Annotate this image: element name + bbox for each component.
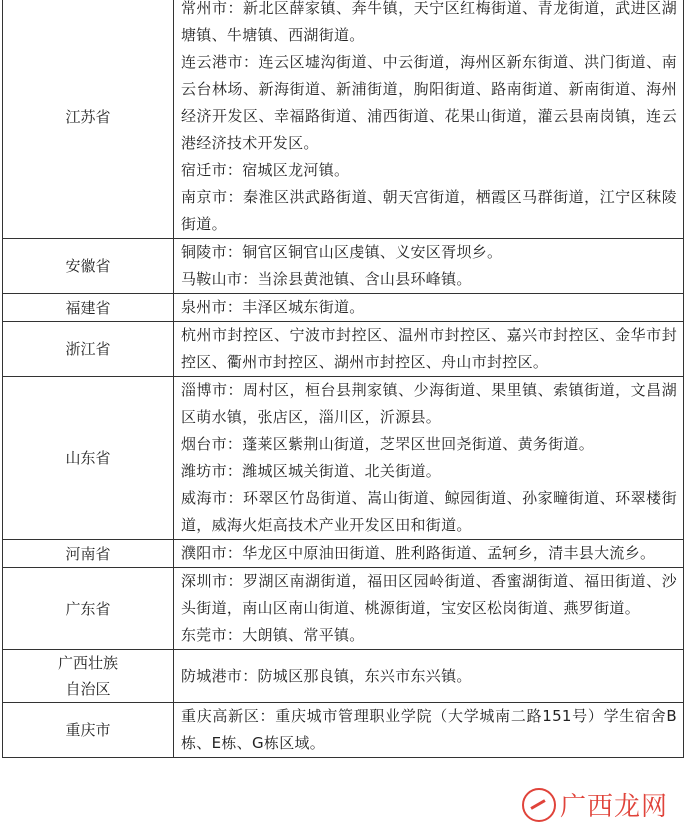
table-body	[3, 0, 684, 758]
table-row	[3, 703, 684, 758]
province-name: 山东省	[65, 449, 111, 467]
province-name: 江苏省	[65, 107, 111, 126]
city-area-entry: 杭州市封控区、宁波市封控区、温州市封控区、嘉兴市封控区、金华市封控区、衢州市封控区、湖州市封控区、舟山市封控区。	[181, 326, 677, 371]
table-row	[3, 377, 684, 540]
city-area-entry: 南京市：秦淮区洪武路街道、朝天宫街道，栖霞区马群街道，江宁区秣陵街道。	[181, 188, 677, 233]
city-area-entry: 铜陵市：铜官区铜官山区虔镇、义安区胥坝乡。	[181, 243, 503, 261]
province-name: 浙江省	[65, 340, 111, 358]
watermark-text: 广西龙网	[559, 792, 668, 822]
area-detail-cell	[174, 650, 684, 703]
province-name: 重庆市	[65, 721, 111, 739]
province-cell	[3, 239, 174, 294]
province-cell	[3, 322, 174, 377]
province-cell	[3, 540, 174, 568]
city-area-entry: 潍坊市：潍城区城关街道、北关街道。	[181, 462, 442, 480]
province-name: 广东省	[65, 599, 111, 618]
city-area-entry: 威海市：环翠区竹岛街道、嵩山街道、鲸园街道、孙家疃街道、环翠楼街道，威海火炬高技术产业开发区田和街道。	[181, 489, 677, 534]
province-name: 自治区	[65, 680, 111, 698]
table-row	[3, 568, 684, 650]
area-detail-cell	[174, 377, 684, 540]
city-area-entry: 濮阳市：华龙区中原油田街道、胜利路街道、孟轲乡，清丰县大流乡。	[181, 544, 656, 562]
table-row	[3, 322, 684, 377]
city-area-entry: 连云港市：连云区墟沟街道、中云街道，海州区新东街道、洪门街道、南云台林场、新海街道、新浦街道，朐阳街道、路南街道、新南街道、海州经济开发区、幸福路街道、浦西街道、花果山街道，灌云县南岗镇，连云港经济技术开发区。	[181, 53, 677, 152]
city-area-entry: 东莞市：大朗镇、常平镇。	[181, 626, 365, 644]
area-detail-cell	[174, 540, 684, 568]
province-name: 安徽省	[65, 257, 111, 275]
area-detail-cell	[174, 294, 684, 322]
table-row	[3, 239, 684, 294]
region-table	[2, 0, 684, 758]
province-cell	[3, 568, 174, 650]
province-name: 河南省	[65, 544, 111, 563]
province-name: 广西壮族	[57, 654, 118, 672]
province-cell	[3, 703, 174, 758]
city-area-entry: 常州市：新北区薛家镇、奔牛镇，天宁区红梅街道、青龙街道，武进区湖塘镇、牛塘镇、西湖街道。	[181, 0, 677, 44]
logo-mark-icon	[522, 788, 556, 822]
city-area-entry: 淄博市：周村区，桓台县荆家镇、少海街道、果里镇、索镇街道，文昌湖区萌水镇，张店区，淄川区，沂源县。	[181, 381, 677, 426]
province-name: 福建省	[65, 298, 111, 317]
table-row	[3, 540, 684, 568]
table-row	[3, 650, 684, 703]
province-cell	[3, 377, 174, 540]
area-detail-cell	[174, 0, 684, 239]
province-cell	[3, 650, 174, 703]
area-detail-cell	[174, 703, 684, 758]
city-area-entry: 防城港市：防城区那良镇，东兴市东兴镇。	[181, 666, 472, 685]
city-area-entry: 泉州市：丰泽区城东街道。	[181, 298, 365, 316]
table-row	[3, 294, 684, 322]
city-area-entry: 重庆高新区：重庆城市管理职业学院（大学城南二路151号）学生宿舍B栋、E栋、G栋区域。	[181, 707, 677, 752]
city-area-entry: 宿迁市：宿城区龙河镇。	[181, 161, 350, 179]
province-cell	[3, 294, 174, 322]
city-area-entry: 深圳市：罗湖区南湖街道，福田区园岭街道、香蜜湖街道、福田街道、沙头街道，南山区南山街道、桃源街道，宝安区松岗街道、燕罗街道。	[181, 572, 677, 617]
city-area-entry: 马鞍山市：当涂县黄池镇、含山县环峰镇。	[181, 270, 472, 288]
area-detail-cell	[174, 568, 684, 650]
area-detail-cell	[174, 322, 684, 377]
city-area-entry: 烟台市：蓬莱区紫荆山街道，芝罘区世回尧街道、黄务街道。	[181, 435, 595, 453]
watermark	[518, 784, 672, 825]
province-cell	[3, 0, 174, 239]
area-detail-cell	[174, 239, 684, 294]
table-row	[3, 0, 684, 239]
